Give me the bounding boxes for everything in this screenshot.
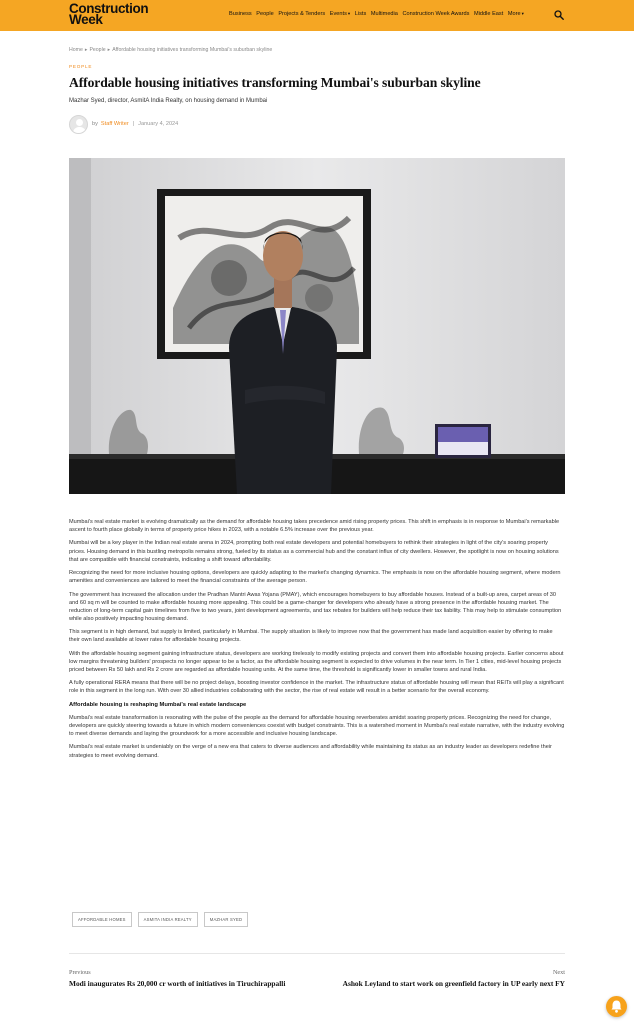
article-subtitle: Mazhar Syed, director, AsmitA India Realty, on housing demand in Mumbai [69,98,268,104]
chevron-down-icon: ▾ [347,11,351,16]
next-title: Ashok Leyland to start work on greenfield factory in UP early next FY [342,979,565,988]
previous-title: Modi inaugurates Rs 20,000 cr worth of initiatives in Tiruchirappalli [69,979,286,988]
article-paragraph: With the affordable housing segment gaining infrastructure status, developers are working tirelessly to modify existing projects and convert them into affordable housing projects. Earlier concerns about low margins threatening builders' prospects no longer appear to be a factor, as the affordable housing segment is expected to drive volumes in the near term. In Tier 1 cities, mid-level housing projects priced between Rs 50 lakh and Rs 2 crore are regarded as affordable housing units. At the same time, the threshold is significantly lower in smaller towns and rural India. [69,650,564,673]
breadcrumb: Home ▸ People ▸ Affordable housing initiatives transforming Mumbai's suburban skyline [69,47,273,53]
chevron-down-icon: ▾ [521,11,524,16]
author-link[interactable]: Staff Writer [100,121,129,127]
nav-item-lists[interactable]: Lists [354,11,367,17]
article-subheading: Affordable housing is reshaping Mumbai's real estate landscape [69,701,247,708]
nav-item-awards[interactable]: Construction Week Awards [402,11,470,17]
hero-image [69,158,565,494]
site-logo[interactable] [69,3,148,25]
article-body [69,518,565,765]
byline-by: by [92,121,98,127]
article-paragraph: Mumbai's real estate transformation is resonating with the pulse of the people as the demand for affordable housing reverberates amidst soaring property prices. Recognizing the need for change, developers are quickly steering towards a future in which modern conveniences coexist with budget constraints. This is a watershed moment in Mumbai's real estate narrative, with the industry evolving to meet diverse demands and laying the groundwork for a more accessible and inclusive housing landscape. [69,714,565,738]
article-paragraph: Recognizing the need for more inclusive housing options, developers are quickly adapting to the market's changing dynamics. The emphasis is now on the affordable housing segment, where modern amenities and conveniences are tailored to meet the financial constraints of the average person. [69,570,561,585]
article-paragraph: Mumbai's real estate market is undeniably on the verge of a new era that caters to diverse audiences and affordability while maintaining its status as an industry leader as developers redefine their strategies to meet evolving demand. [69,744,552,759]
article-paragraph: Mumbai's real estate market is evolving dramatically as the demand for affordable housing takes precedence amid rising property prices. This shift in emphasis is in response to Mumbai's remarkable ascent to fourth place globally in terms of property price hikes in 2023, with a notable 6.5% increase over the previous year. [69,519,560,534]
byline-divider: | [132,121,135,127]
article-paragraph: A fully operational RERA means that there will be no project delays, boosting investor confidence in the market. The infrastructure status of affordable housing will mean that REITs will play a significant role in this segment in the long run. With over 30 allied industries collaborating with the sector, the rise of real estate will result in a better scenario for the overall economy. [69,680,564,695]
article-paragraph: This segment is in high demand, but supply is limited, particularly in Mumbai. The supply situation is likely to improve now that the government has made land acquisition easier by offering to make their own land available at lower rates for affordable housing projects. [69,629,553,644]
next-label: Next [552,969,565,976]
search-icon[interactable] [554,10,564,20]
article-paragraph: Mumbai will be a key player in the Indian real estate arena in 2024, prompting both real estate developers and potential homebuyers to rethink their strategies in light of the city's soaring property prices. Housing demand in this bustling metropolis remains strong, fueled by its status as a commercial hub and the constant influx of city dwellers. However, the spotlight is now on housing solutions that are compatible with financial constraints, indicating a shift toward affordability. [69,540,559,563]
breadcrumb-section[interactable]: People [89,47,106,53]
chat-icon [606,996,627,1017]
nav-item-multimedia[interactable]: Multimedia [370,11,398,17]
tag-list [72,912,248,927]
article-category[interactable]: PEOPLE [69,64,93,69]
tag-affordable-homes[interactable]: AFFORDABLE HOMES [72,912,132,927]
page-title: Affordable housing initiatives transforming Mumbai's suburban skyline [69,75,481,90]
nav-item-people[interactable]: People [256,11,274,17]
tag-asmita-india-realty[interactable]: ASMITA INDIA REALTY [138,912,198,927]
nav-item-business[interactable]: Business [229,11,252,17]
nav-item-projects-tenders[interactable]: Projects & Tenders [278,11,326,17]
publish-date: January 4, 2024 [138,121,179,127]
article-paragraph: The government has increased the allocation under the Pradhan Mantri Awas Yojana (PMAY), which encourages homebuyers to buy affordable houses. Instead of a built-up area, carpet areas of 30 and 60 sq m will be counted to make affordable housing more appealing. This could be a game-changer for developers who already have a strong presence in the affordable housing market. The reduction of long-term capital gain timelines from five to two years, joint development agreements, and tax rebates for builders will help reduce their tax liability. This may help to stimulate consumption while also positively impacting housing demand. [69,591,562,622]
breadcrumb-current: Affordable housing initiatives transforming Mumbai's suburban skyline [112,47,273,53]
main-nav [229,11,528,17]
nav-item-middle-east[interactable]: Middle East [474,11,504,17]
avatar [69,115,88,134]
divider [69,953,565,954]
breadcrumb-home[interactable]: Home [69,47,83,53]
nav-item-events[interactable]: Events▾ [329,11,351,17]
logo-line-2: Week [69,12,103,27]
nav-item-more[interactable]: More▾ [507,11,524,17]
chat-widget-button[interactable] [606,996,627,1017]
hero-photo [69,158,565,494]
next-article-link[interactable] [335,969,565,988]
tag-mazhar-syed[interactable]: MAZHAR SYED [204,912,248,927]
logo-line-1: Construction [69,1,149,16]
previous-label: Previous [69,969,91,976]
site-header [0,0,634,31]
previous-article-link[interactable] [69,969,299,988]
byline [69,114,178,134]
